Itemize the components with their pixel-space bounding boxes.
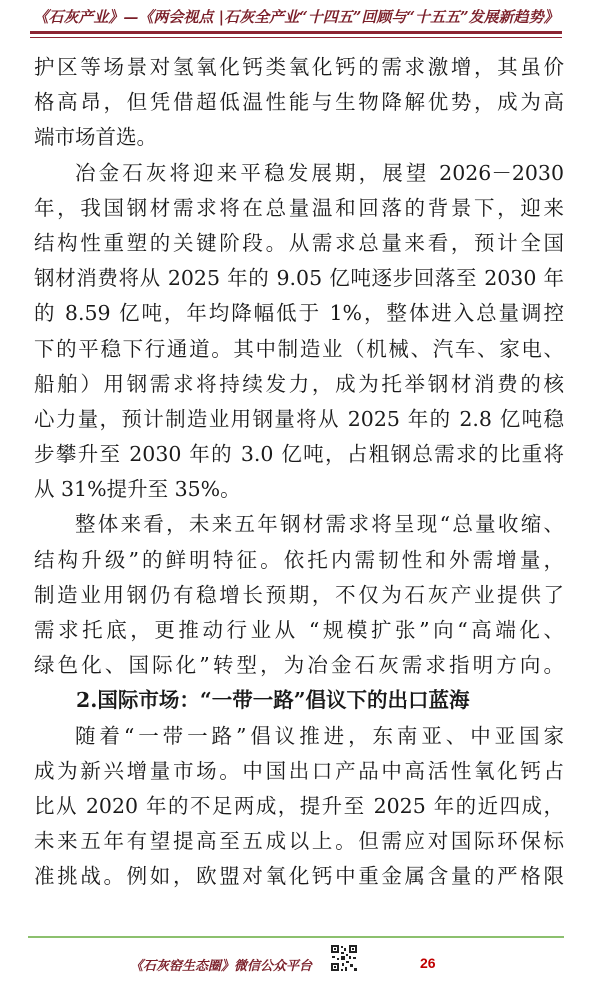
- section-heading: 2.国际市场：“一带一路”倡议下的出口蓝海: [76, 688, 470, 713]
- paragraph-line: 护区等场景对氢氧化钙类氧化钙的需求激增，其虽价: [34, 55, 564, 79]
- paragraph-line: 步攀升至 2030 年的 3.0 亿吨，占粗钢总需求的比重将: [34, 442, 564, 467]
- paragraph-line: 年，我国钢材需求将在总量温和回落的背景下，迎来: [34, 195, 564, 220]
- paragraph-line: 结构性重塑的关键阶段。从需求总量来看，预计全国: [34, 230, 564, 255]
- qr-code-icon: [330, 944, 358, 972]
- paragraph-line: 准挑战。例如，欧盟对氧化钙中重金属含量的严格限: [34, 864, 564, 889]
- paragraph-line: 端市场首选。: [34, 125, 157, 150]
- header-rule-thick: [30, 31, 562, 34]
- paragraph-line: 冶金石灰将迎来平稳发展期，展望 2026－2030: [75, 160, 564, 185]
- paragraph-line: 钢材消费将从 2025 年的 9.05 亿吨逐步回落至 2030 年: [34, 266, 564, 291]
- footer-rule: [28, 936, 564, 938]
- paragraph-line: 下的平稳下行通道。其中制造业（机械、汽车、家电、: [34, 336, 564, 361]
- paragraph-line: 心力量，预计制造业用钢量将从 2025 年的 2.8 亿吨稳: [34, 406, 564, 431]
- paragraph-line: 船舶）用钢需求将持续发力，成为托举钢材消费的核: [34, 371, 564, 396]
- page-number: 26: [420, 955, 436, 971]
- paragraph-line: 需求托底，更推动行业从 “规模扩张”向“高端化、: [34, 618, 564, 642]
- paragraph-line: 从 31%提升至 35%。: [34, 477, 241, 502]
- paragraph-line: 格高昂，但凭借超低温性能与生物降解优势，成为高: [34, 90, 564, 115]
- footer-platform-name: 《石灰窑生态圈》微信公众平台: [130, 959, 313, 974]
- paragraph-line: 整体来看，未来五年钢材需求将呈现“总量收缩、: [75, 512, 564, 537]
- paragraph-line: 的 8.59 亿吨，年均降幅低于 1%，整体进入总量调控: [34, 301, 564, 326]
- paragraph-line: 比从 2020 年的不足两成，提升至 2025 年的近四成，: [34, 793, 564, 818]
- paragraph-line: 随着“一带一路”倡议推进，东南亚、中亚国家: [75, 723, 564, 748]
- header-rule-thin: [30, 37, 562, 38]
- paragraph-line: 结构升级”的鲜明特征。依托内需韧性和外需增量，: [34, 547, 564, 572]
- paragraph-line: 绿色化、国际化”转型，为冶金石灰需求指明方向。: [34, 653, 564, 678]
- paragraph-line: 成为新兴增量市场。中国出口产品中高活性氧化钙占: [34, 758, 564, 783]
- header-title: 《石灰产业》—《两会视点 |石灰全产业“十四五”回顾与“十五五”发展新趋势》: [33, 8, 559, 26]
- paragraph-line: 制造业用钢仍有稳增长预期，不仅为石灰产业提供了: [34, 582, 564, 607]
- body-text: [34, 50, 564, 895]
- paragraph-line: 未来五年有望提高至五成以上。但需应对国际环保标: [34, 829, 564, 854]
